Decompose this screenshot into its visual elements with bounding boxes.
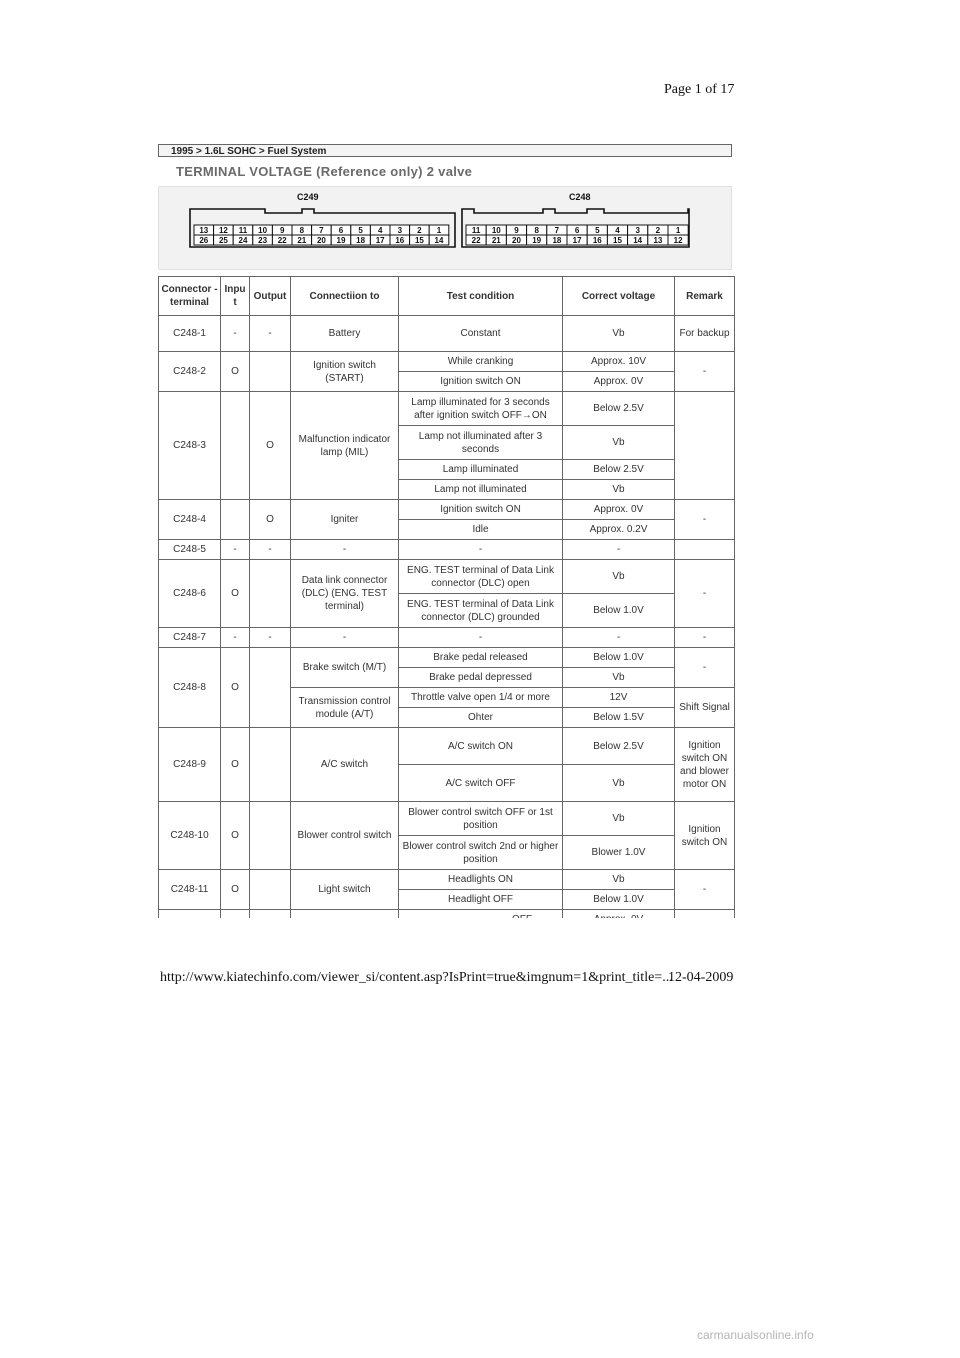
cell-voltage: Below 1.0V <box>563 890 675 910</box>
c249-bottom-pin-label: 25 <box>218 236 228 245</box>
c248-top-pin-label: 2 <box>655 226 661 235</box>
page-title: TERMINAL VOLTAGE (Reference only) 2 valve <box>176 164 473 179</box>
cell-test: A/C switch OFF <box>399 765 563 802</box>
c248-top-pin-label: 3 <box>635 226 640 235</box>
table-row <box>159 540 735 560</box>
c249-top-pin-label: 11 <box>238 226 248 235</box>
table-row <box>159 316 735 352</box>
cell-remark: Ignition switch ON and blower motor ON <box>675 728 735 802</box>
cell-connection: Light switch <box>291 870 399 910</box>
cell-remark: Shift Signal <box>675 688 735 728</box>
cell-terminal: C248-7 <box>159 628 221 648</box>
c248-top-pin-label: 11 <box>471 226 481 235</box>
cell-test: Lamp not illuminated after 3 seconds <box>399 426 563 460</box>
header-connector: Connector - terminal <box>159 277 221 316</box>
cell-voltage: Vb <box>563 870 675 890</box>
cell-voltage: Blower 1.0V <box>563 836 675 870</box>
c248-bottom-pin-label: 20 <box>512 236 521 245</box>
c249-top-pin-label: 10 <box>258 226 268 235</box>
cell-output <box>250 728 291 802</box>
cell-output <box>250 560 291 628</box>
table-row <box>159 560 735 594</box>
cell-output <box>250 352 291 392</box>
c248-top-pin-label: 9 <box>514 226 519 235</box>
cell-output: - <box>250 540 291 560</box>
c248-top-pin-label: 6 <box>574 226 580 235</box>
cell-input <box>221 500 250 540</box>
table-header-row <box>159 277 735 316</box>
cell-remark <box>675 392 735 500</box>
c249-top-pin-label: 2 <box>417 226 422 235</box>
cell-input: O <box>221 648 250 728</box>
c249-top-pin-label: 4 <box>377 226 383 235</box>
cell-terminal: C248-9 <box>159 728 221 802</box>
table-row <box>159 500 735 520</box>
cell-voltage: Vb <box>563 765 675 802</box>
cell-voltage: Vb <box>563 802 675 836</box>
page-cut-mask <box>150 918 750 932</box>
cell-connection: Ignition switch (START) <box>291 352 399 392</box>
cell-terminal: C248-4 <box>159 500 221 540</box>
cell-terminal: C248-2 <box>159 352 221 392</box>
c248-bottom-pin-label: 21 <box>491 236 501 245</box>
c248-top-pin-label: 5 <box>595 226 600 235</box>
header-input: Input <box>221 277 250 316</box>
cell-input: - <box>221 316 250 352</box>
cell-voltage: Below 2.5V <box>563 392 675 426</box>
header-connection: Connectiion to <box>291 277 399 316</box>
c249-bottom-pin-label: 17 <box>375 236 385 245</box>
c248-bottom-pin-label: 15 <box>613 236 622 245</box>
table-row <box>159 870 735 890</box>
connector-label-c248: C248 <box>569 192 591 202</box>
cell-terminal: C248-5 <box>159 540 221 560</box>
cell-test: A/C switch ON <box>399 728 563 765</box>
cell-voltage: Vb <box>563 480 675 500</box>
c249-top-pin-label: 8 <box>299 226 305 235</box>
cell-test: ENG. TEST terminal of Data Link connector (DLC) open <box>399 560 563 594</box>
c249-bottom-pin-label: 18 <box>356 236 366 245</box>
header-output: Output <box>250 277 291 316</box>
cell-input: O <box>221 802 250 870</box>
cell-input: O <box>221 560 250 628</box>
c249-top-pin-label: 12 <box>218 226 228 235</box>
cell-voltage: Below 2.5V <box>563 460 675 480</box>
c249-top-pin-label: 5 <box>358 226 363 235</box>
cell-voltage: 12V <box>563 688 675 708</box>
cell-test: Headlights ON <box>399 870 563 890</box>
cell-voltage: Approx. 0V <box>563 372 675 392</box>
c249-top-pin-label: 13 <box>199 226 209 235</box>
cell-test: - <box>399 628 563 648</box>
cell-voltage: Below 2.5V <box>563 728 675 765</box>
cell-input: O <box>221 870 250 910</box>
cell-connection: A/C switch <box>291 728 399 802</box>
cell-output: O <box>250 392 291 500</box>
cell-voltage: Below 1.5V <box>563 708 675 728</box>
cell-test: Ohter <box>399 708 563 728</box>
cell-remark: - <box>675 560 735 628</box>
cell-remark: - <box>675 500 735 540</box>
cell-test: Brake pedal released <box>399 648 563 668</box>
c248-bottom-pin-label: 19 <box>532 236 542 245</box>
c249-top-pin-label: 1 <box>436 226 442 235</box>
c249-bottom-pin-label: 23 <box>258 236 268 245</box>
c248-top-pin-label: 10 <box>491 226 501 235</box>
cell-voltage: Vb <box>563 668 675 688</box>
cell-output <box>250 802 291 870</box>
c248-bottom-pin-label: 17 <box>572 236 582 245</box>
terminal-voltage-table <box>158 276 735 930</box>
cell-remark: For backup <box>675 316 735 352</box>
c249-bottom-pin-label: 15 <box>414 236 424 245</box>
page-number: Page 1 of 17 <box>664 82 735 97</box>
cell-connection: Battery <box>291 316 399 352</box>
cell-test: Blower control switch OFF or 1st position <box>399 802 563 836</box>
cell-output <box>250 870 291 910</box>
cell-terminal: C248-10 <box>159 802 221 870</box>
watermark: carmanualsonline.info <box>697 1328 814 1342</box>
cell-voltage: Below 1.0V <box>563 648 675 668</box>
cell-test: Constant <box>399 316 563 352</box>
cell-test: Lamp illuminated for 3 seconds after ignition switch OFF→ON <box>399 392 563 426</box>
cell-test: Lamp illuminated <box>399 460 563 480</box>
c248-top-pin-label: 7 <box>554 226 560 235</box>
footer-url[interactable]: http://www.kiatechinfo.com/viewer_si/content.asp?IsPrint=true&imgnum=1&print_title=... <box>160 970 673 985</box>
cell-connection: - <box>291 628 399 648</box>
cell-remark: - <box>675 648 735 688</box>
connector-pinout-drawing <box>159 187 733 271</box>
cell-test: Headlight OFF <box>399 890 563 910</box>
cell-voltage: Vb <box>563 560 675 594</box>
cell-test: Lamp not illuminated <box>399 480 563 500</box>
c249-bottom-pin-label: 19 <box>336 236 346 245</box>
cell-terminal: C248-6 <box>159 560 221 628</box>
header-correct-voltage: Correct voltage <box>563 277 675 316</box>
c249-bottom-pin-label: 22 <box>277 236 287 245</box>
cell-connection: Brake switch (M/T) <box>291 648 399 688</box>
cell-voltage: Below 1.0V <box>563 594 675 628</box>
c249-top-pin-label: 9 <box>279 226 285 235</box>
cell-connection: - <box>291 540 399 560</box>
c248-bottom-pin-label: 18 <box>552 236 562 245</box>
c248-top-pin-label: 8 <box>534 226 539 235</box>
cell-input: O <box>221 352 250 392</box>
cell-output: O <box>250 500 291 540</box>
c249-bottom-pin-label: 16 <box>395 236 405 245</box>
cell-test: - <box>399 540 563 560</box>
cell-remark <box>675 540 735 560</box>
cell-input: - <box>221 628 250 648</box>
cell-remark: - <box>675 352 735 392</box>
table-row <box>159 728 735 765</box>
c248-bottom-pin-label: 22 <box>471 236 481 245</box>
header-test-condition: Test condition <box>399 277 563 316</box>
connector-diagram <box>158 186 732 270</box>
cell-test: Throttle valve open 1/4 or more <box>399 688 563 708</box>
cell-connection: Transmission control module (A/T) <box>291 688 399 728</box>
cell-test: Ignition switch ON <box>399 500 563 520</box>
cell-input: - <box>221 540 250 560</box>
footer-date: 12-04-2009 <box>668 970 734 985</box>
cell-voltage: - <box>563 540 675 560</box>
connector-label-c249: C249 <box>297 192 319 202</box>
header-remark: Remark <box>675 277 735 316</box>
cell-input <box>221 392 250 500</box>
c249-top-pin-label: 6 <box>338 226 344 235</box>
c248-bottom-pin-label: 13 <box>653 236 663 245</box>
cell-output <box>250 648 291 728</box>
cell-output: - <box>250 316 291 352</box>
cell-test: ENG. TEST terminal of Data Link connector (DLC) grounded <box>399 594 563 628</box>
c248-bottom-pin-label: 14 <box>633 236 643 245</box>
cell-terminal: C248-8 <box>159 648 221 728</box>
cell-test: While cranking <box>399 352 563 372</box>
cell-voltage: Vb <box>563 316 675 352</box>
c249-bottom-pin-label: 21 <box>297 236 307 245</box>
cell-voltage: Approx. 10V <box>563 352 675 372</box>
cell-voltage: Vb <box>563 426 675 460</box>
cell-voltage: - <box>563 628 675 648</box>
cell-test: Idle <box>399 520 563 540</box>
cell-test: Blower control switch 2nd or higher position <box>399 836 563 870</box>
c248-bottom-pin-label: 16 <box>592 236 602 245</box>
cell-connection: Data link connector (DLC) (ENG. TEST terminal) <box>291 560 399 628</box>
cell-test: Brake pedal depressed <box>399 668 563 688</box>
cell-test: Ignition switch ON <box>399 372 563 392</box>
cell-output: - <box>250 628 291 648</box>
table-row <box>159 392 735 426</box>
c248-bottom-pin-label: 12 <box>673 236 683 245</box>
cell-connection: Igniter <box>291 500 399 540</box>
c249-bottom-pin-label: 20 <box>316 236 326 245</box>
cell-terminal: C248-3 <box>159 392 221 500</box>
cell-input: O <box>221 728 250 802</box>
table-row <box>159 628 735 648</box>
c248-top-pin-label: 1 <box>675 226 681 235</box>
c249-top-pin-label: 3 <box>397 226 403 235</box>
cell-remark: - <box>675 628 735 648</box>
c249-top-pin-label: 7 <box>319 226 324 235</box>
cell-voltage: Approx. 0V <box>563 500 675 520</box>
cell-remark: - <box>675 870 735 910</box>
table-row <box>159 802 735 836</box>
cell-voltage: Approx. 0.2V <box>563 520 675 540</box>
cell-connection: Malfunction indicator lamp (MIL) <box>291 392 399 500</box>
c248-top-pin-label: 4 <box>615 226 620 235</box>
table-row <box>159 648 735 668</box>
table-row <box>159 352 735 372</box>
cell-remark: Ignition switch ON <box>675 802 735 870</box>
cell-terminal: C248-11 <box>159 870 221 910</box>
c249-bottom-pin-label: 24 <box>238 236 248 245</box>
cell-terminal: C248-1 <box>159 316 221 352</box>
breadcrumb[interactable]: 1995 > 1.6L SOHC > Fuel System <box>158 144 732 157</box>
cell-connection: Blower control switch <box>291 802 399 870</box>
c249-bottom-pin-label: 26 <box>199 236 209 245</box>
c249-bottom-pin-label: 14 <box>434 236 444 245</box>
